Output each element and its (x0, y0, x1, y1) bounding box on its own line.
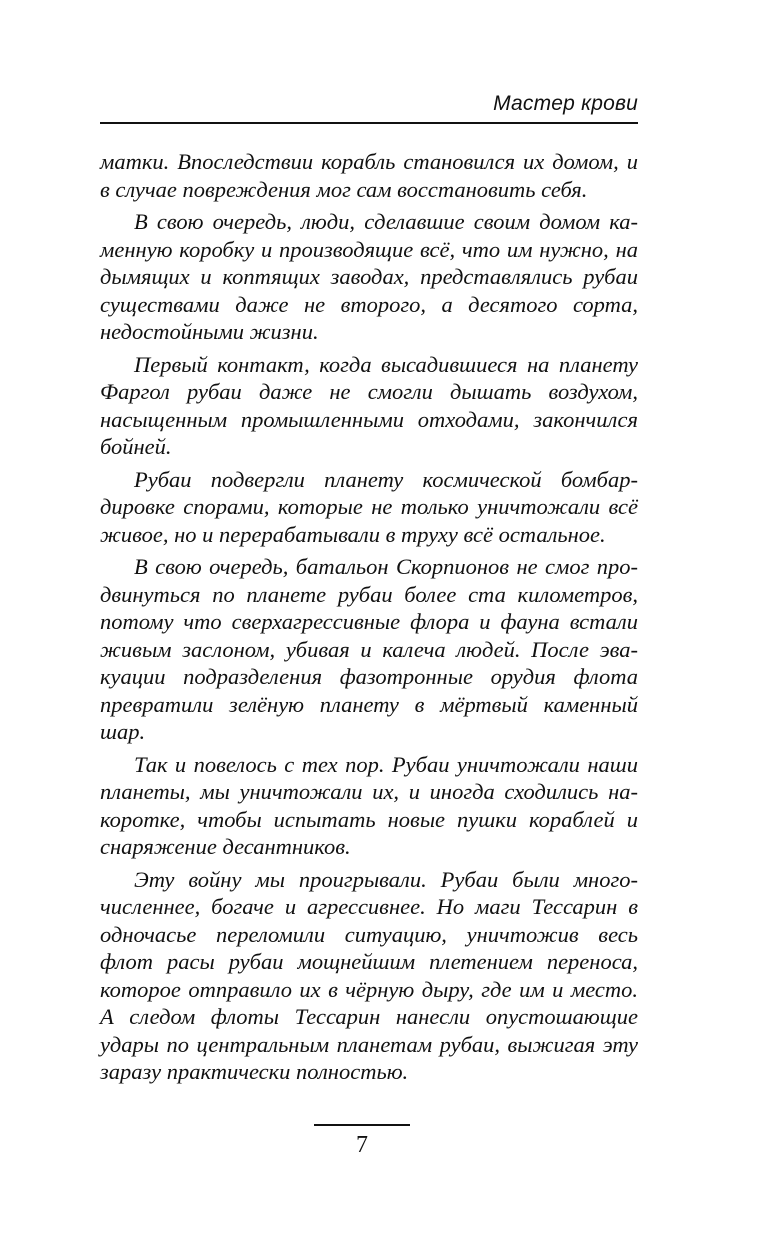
paragraph: В свою очередь, батальон Скорпионов не смог продвинуться по планете рубаи более ста километров, потому что сверхагрессивные флора и фауна встали живым заслоном, убивая и калеча людей. После эвакуации подразделения фазотронные орудия флота превратили зелёную планету в мёртвый каменный шар. (100, 554, 638, 744)
paragraph: матки. Впоследствии корабль становился их домом, и в случае повреждения мог сам восстановить себя. (100, 149, 638, 202)
paragraph: Первый контакт, когда высадившиеся на планету Фаргол рубаи даже не смогли дышать воздухом, насыщенным промышленными отходами, закончился бойней. (100, 351, 638, 459)
footer-rule (314, 1124, 410, 1126)
body-text (100, 148, 638, 1091)
paragraph: В свою очередь, люди, сделавшие своим домом каменную коробку и производящие всё, что им нужно, на дымящих и коптящих заводах, представлялись рубаи существами даже не второго, а десятого сорта, недостойными жизни. (100, 209, 638, 344)
running-title: Мастер крови (493, 92, 638, 115)
paragraph: Рубаи подвергли планету космической бомбардировке спорами, которые не только уничтожали всё живое, но и перерабатывали в труху всё остальное. (100, 466, 638, 547)
page-number: 7 (356, 1132, 368, 1158)
header-rule (100, 122, 638, 124)
paragraph: Так и повелось с тех пор. Рубаи уничтожали наши планеты, мы уничтожали их, и иногда сходились накоротке, чтобы испытать новые пушки кораблей и снаряжение десантников. (100, 751, 638, 859)
paragraph: Эту войну мы проигрывали. Рубаи были многочисленнее, богаче и агрессивнее. Но маги Тессарин в одночасье переломили ситуацию, уничтожив весь флот расы рубаи мощнейшим плетением переноса, которое отправило их в чёрную дыру, где им и место. А следом флоты Тессарин нанесли опустошающие удары по центральным планетам рубаи, выжигая эту заразу практически полностью. (100, 866, 638, 1084)
